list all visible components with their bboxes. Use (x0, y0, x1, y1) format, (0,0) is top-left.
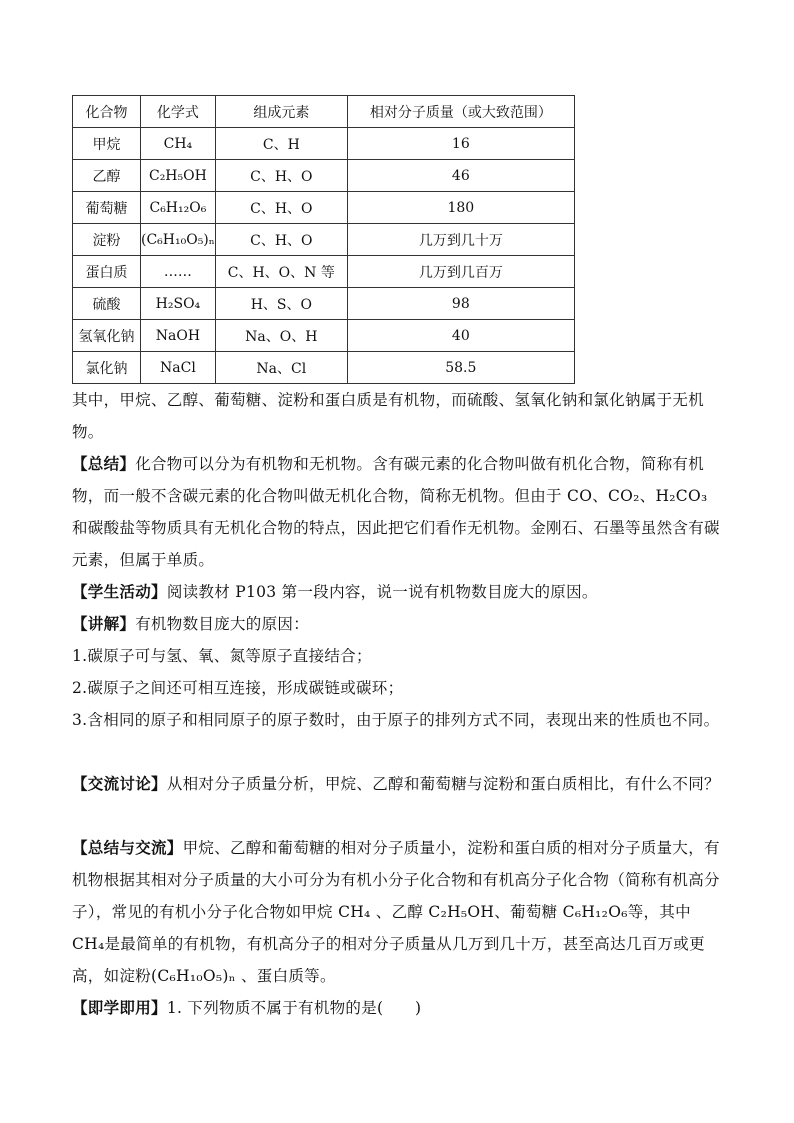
elements: C、H、O (215, 160, 347, 192)
section-tag: 【学生活动】 (72, 582, 167, 601)
chemical-formula: C₆H₁₂O₆ (141, 192, 216, 224)
compound-name: 乙醇 (73, 160, 141, 192)
paragraph-text: 甲烷、乙醇和葡萄糖的相对分子质量小，淀粉和蛋白质的相对分子质量大，有机物根据其相对分子质量的大小可分为有机小分子化合物和有机高分子化合物（简称有机高分子），常见的有机小分子化合物如甲烷 CH₄ 、乙醇 C₂H₅OH、葡萄糖 C₆H₁₂O₆等，其中 CH₄是最简单的有机物，有机高分子的相对分子质量从几万到几十万，甚至高达几百万或更高，如淀粉(C₆H₁₀O₅)ₙ 、蛋白质等。 (72, 839, 720, 985)
table-row (73, 352, 575, 384)
table-header: 化学式 (141, 96, 216, 128)
table-row (73, 224, 575, 256)
chemical-formula: CH₄ (141, 128, 216, 160)
chemical-formula: NaCl (141, 352, 216, 384)
paragraph-text: 阅读教材 P103 第一段内容，说一说有机物数目庞大的原因。 (166, 583, 598, 601)
paragraph-text: 从相对分子质量分析，甲烷、乙醇和葡萄糖与淀粉和蛋白质相比，有什么不同？ (166, 775, 720, 793)
elements: C、H、O (215, 224, 347, 256)
paragraph-text: 化合物可以分为有机物和无机物。含有碳元素的化合物叫做有机化合物，简称有机物，而一般不含碳元素的化合物叫做无机化合物，简称无机物。但由于 CO、CO₂、H₂CO₃和碳酸盐等物质具有无机化合物的特点，因此把它们看作无机物。金刚石、石墨等虽然含有碳元素，但属于单质。 (72, 455, 720, 569)
paragraph-text: 2.碳原子之间还可相互连接，形成碳链或碳环； (72, 679, 404, 697)
table-row (73, 192, 575, 224)
explanation-paragraph (72, 608, 722, 640)
table-row (73, 288, 575, 320)
practice-question (72, 992, 722, 1024)
paragraph-text: 其中，甲烷、乙醇、葡萄糖、淀粉和蛋白质是有机物，而硫酸、氢氧化钠和氯化钠属于无机物。 (72, 391, 705, 441)
reason-item-2 (72, 672, 722, 704)
section-tag: 【总结】 (72, 454, 136, 473)
discussion-paragraph (72, 768, 722, 800)
elements: C、H (215, 128, 347, 160)
question-text: 1. 下列物质不属于有机物的是( ) (166, 999, 422, 1017)
molecular-mass: 46 (347, 160, 574, 192)
molecular-mass: 98 (347, 288, 574, 320)
table-header-row (73, 96, 575, 128)
compound-name: 氯化钠 (73, 352, 141, 384)
table-header: 组成元素 (215, 96, 347, 128)
reason-item-1 (72, 640, 722, 672)
paragraph-text: 3.含相同的原子和相同原子的原子数时，由于原子的排列方式不同，表现出来的性质也不同。 (72, 711, 720, 729)
elements: Na、O、H (215, 320, 347, 352)
molecular-mass: 几万到几十万 (347, 224, 574, 256)
table-row (73, 320, 575, 352)
elements: C、H、O、N 等 (215, 256, 347, 288)
table-row (73, 128, 575, 160)
section-tag: 【总结与交流】 (72, 838, 183, 857)
compound-name: 甲烷 (73, 128, 141, 160)
molecular-mass: 58.5 (347, 352, 574, 384)
compound-name: 氢氧化钠 (73, 320, 141, 352)
paragraph-text: 有机物数目庞大的原因： (135, 615, 310, 633)
chemical-formula: H₂SO₄ (141, 288, 216, 320)
summary-paragraph (72, 448, 722, 576)
section-tag: 【即学即用】 (72, 998, 167, 1017)
classification-paragraph (72, 384, 722, 448)
molecular-mass: 几万到几百万 (347, 256, 574, 288)
elements: Na、Cl (215, 352, 347, 384)
compound-name: 硫酸 (73, 288, 141, 320)
chemical-formula: C₂H₅OH (141, 160, 216, 192)
elements: C、H、O (215, 192, 347, 224)
chemical-formula: (C₆H₁₀O₅)ₙ (141, 224, 216, 256)
paragraph-text: 1.碳原子可与氢、氧、氮等原子直接结合； (72, 647, 372, 665)
compound-name: 蛋白质 (73, 256, 141, 288)
compound-name: 葡萄糖 (73, 192, 141, 224)
student-activity-paragraph (72, 576, 722, 608)
table-header: 相对分子质量（或大致范围） (347, 96, 574, 128)
compound-table (72, 95, 575, 384)
molecular-mass: 180 (347, 192, 574, 224)
summary-exchange-paragraph (72, 832, 722, 992)
molecular-mass: 40 (347, 320, 574, 352)
chemical-formula: …… (141, 256, 216, 288)
elements: H、S、O (215, 288, 347, 320)
section-tag: 【交流讨论】 (72, 774, 167, 793)
reason-item-3 (72, 704, 722, 736)
compound-name: 淀粉 (73, 224, 141, 256)
table-row (73, 160, 575, 192)
chemical-formula: NaOH (141, 320, 216, 352)
table-row (73, 256, 575, 288)
molecular-mass: 16 (347, 128, 574, 160)
table-header: 化合物 (73, 96, 141, 128)
section-tag: 【讲解】 (72, 614, 136, 633)
